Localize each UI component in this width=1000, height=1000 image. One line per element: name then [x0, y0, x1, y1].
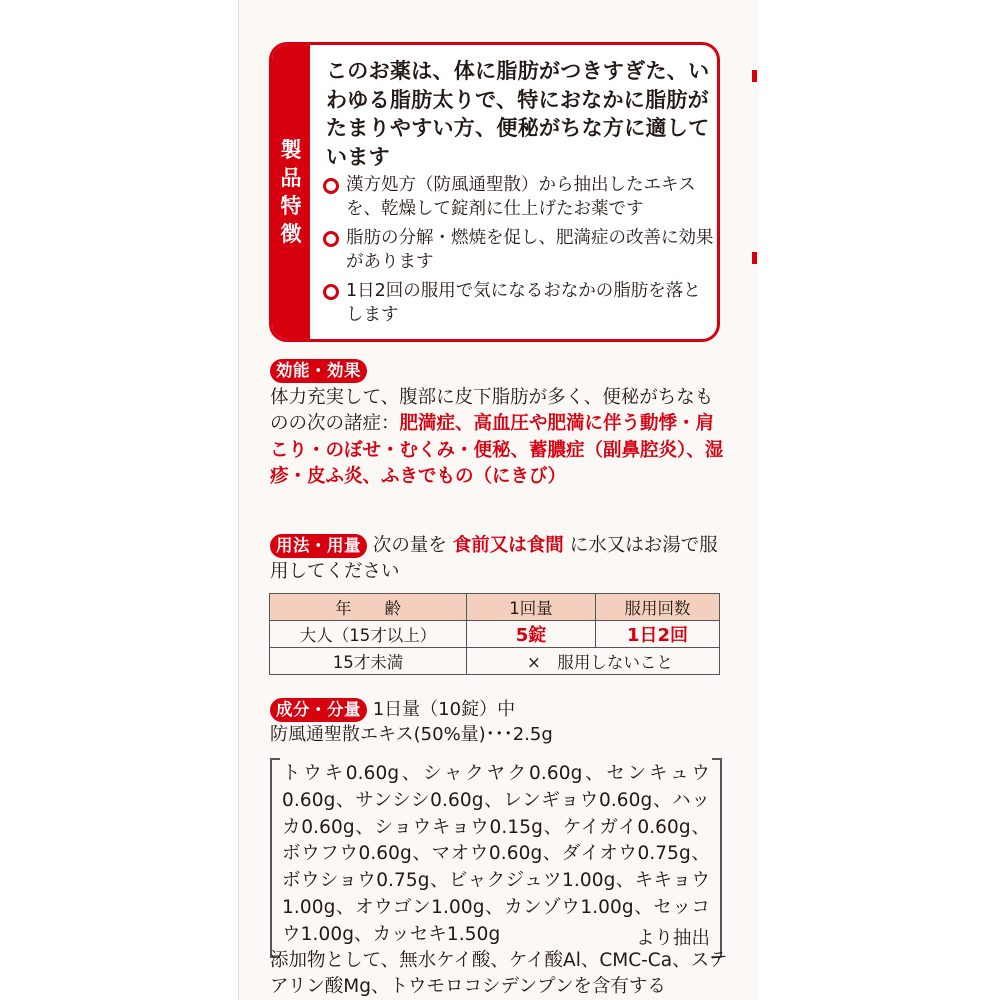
- efficacy-text: 体力充実して、腹部に皮下脂肪が多く、便秘がちなものの次の諸症：肥満症、高血圧や肥満に伴う動悸・肩こり・のぼせ・むくみ・便秘、蓄膿症（副鼻腔炎）、湿疹・皮ふ炎、ふきでもの（にきび）: [270, 386, 724, 487]
- herb-list: トウキ0.60g、シャクヤク0.60g、センキュウ0.60g、サンシシ0.60g、レンギョウ0.60g、ハッカ0.60g、ショウキョウ0.15g、ケイガイ0.60g、ボウフウ0.60g、マオウ0.60g、ダイオウ0.75g、ボウショウ0.75g、ビャクジュツ1.00g、キキョウ1.00g、オウゴン1.00g、カンゾウ1.00g、セッコウ1.00g、カッセキ1.50g: [282, 763, 710, 945]
- col-age: 年 齢: [270, 594, 467, 621]
- product-features-tab: 製 品 特 徴: [272, 45, 310, 339]
- feature-item: 脂肪の分解・燃焼を促し、肥満症の改善に効果があります: [322, 226, 717, 274]
- ingredients-heading: 成分・分量: [270, 698, 367, 722]
- dosage-table-header: [270, 594, 720, 621]
- table-row: [270, 621, 720, 648]
- feature-item: 1日2回の服用で気になるおなかの脂肪を落とします: [322, 279, 717, 327]
- efficacy-section: [270, 358, 730, 491]
- ingredients-section: [270, 697, 730, 747]
- circle-bullet-icon: [323, 284, 339, 300]
- product-features-list: [322, 173, 717, 332]
- herb-list-bracket: [270, 758, 722, 958]
- dosage-text: 用法・用量 次の量を 食前又は食間 に水又はお湯で服用してください: [270, 535, 718, 582]
- product-features-box: [269, 42, 720, 342]
- dose-cell: 5錠: [467, 621, 596, 648]
- product-features-lead: このお薬は、体に脂肪がつきすぎた、いわゆる脂肪太りで、特におなかに脂肪がたまりやすい方、便秘がちな方に適しています: [326, 59, 710, 169]
- age-cell: 15才未満: [270, 648, 467, 675]
- efficacy-heading: 効能・効果: [270, 359, 367, 383]
- circle-bullet-icon: [323, 178, 339, 194]
- dosage-section: [270, 533, 730, 585]
- times-cell: 1日2回: [596, 621, 720, 648]
- circle-bullet-icon: [323, 231, 339, 247]
- dosage-timing: 食前又は食間: [452, 535, 564, 556]
- edge-mark: [752, 252, 757, 264]
- col-dose: 1回量: [467, 594, 596, 621]
- edge-mark: [752, 70, 757, 82]
- additives-text: 添加物として、無水ケイ酸、ケイ酸Al、CMC-Ca、ステアリン酸Mg、トウモロコシデンプンを含有する: [270, 950, 728, 997]
- extract-amount: 防風通聖散エキス(50%量)･･･2.5g: [270, 724, 553, 745]
- age-cell: 大人（15才以上）: [270, 621, 467, 648]
- feature-item: 漢方処方（防風通聖散）から抽出したエキスを、乾燥して錠剤に仕上げたお薬です: [322, 173, 717, 221]
- efficacy-conditions: 肥満症、高血圧や肥満に伴う動悸・肩こり・のぼせ・むくみ・便秘、蓄膿症（副鼻腔炎）、湿疹・皮ふ炎、ふきでもの（にきび）: [270, 413, 724, 487]
- dosage-heading: 用法・用量: [270, 534, 367, 558]
- additives-section: [270, 948, 730, 1000]
- dosage-table: [269, 593, 720, 675]
- col-times: 服用回数: [596, 594, 720, 621]
- not-for-use-cell: × 服用しないこと: [467, 648, 720, 675]
- daily-amount: 1日量（10錠）中: [372, 699, 516, 720]
- table-row: [270, 648, 720, 675]
- extracted-from-label: より抽出: [635, 928, 710, 949]
